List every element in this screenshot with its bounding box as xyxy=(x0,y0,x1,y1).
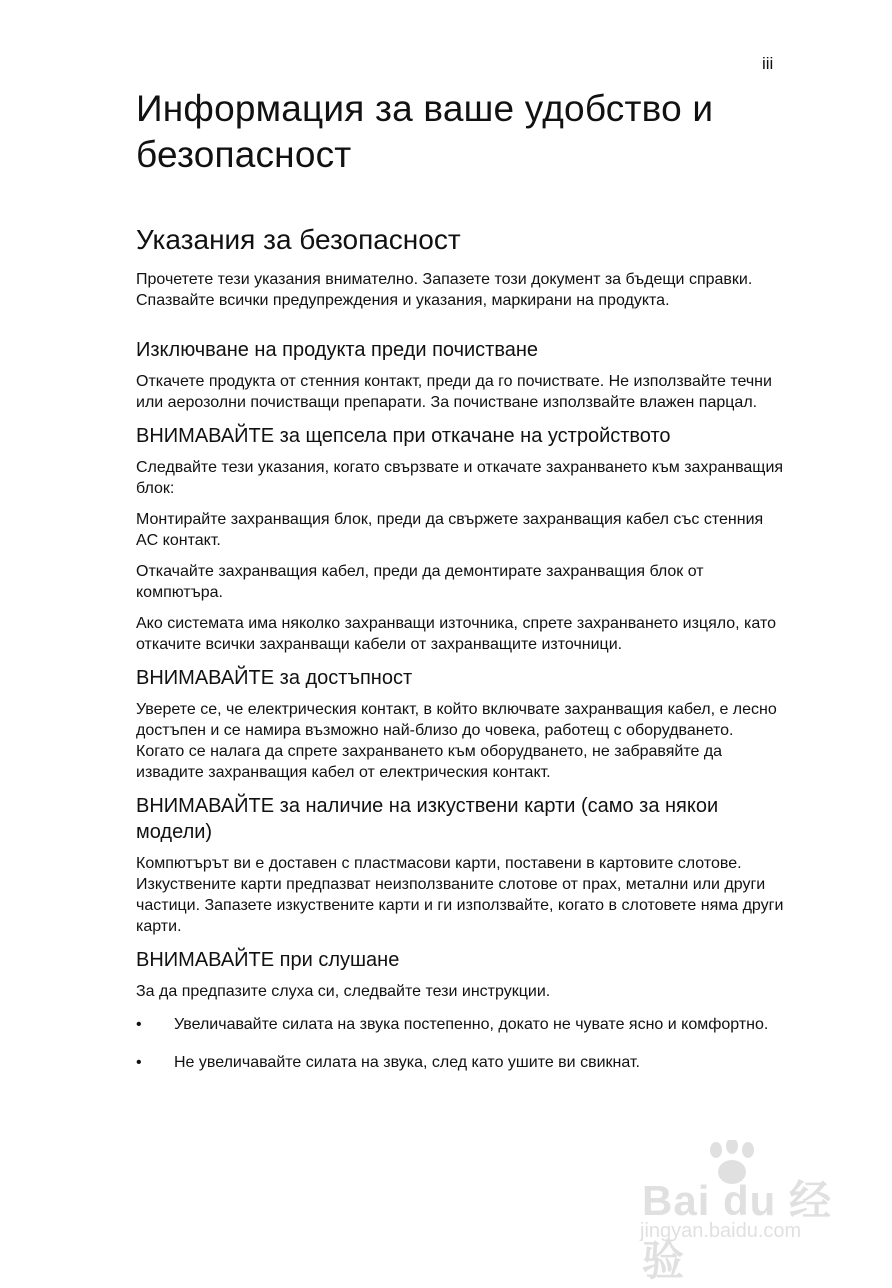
paragraph: Уверете се, че електрическия контакт, в който включвате захранващия кабел, е лесно достъпен и се намира възможно най-близо до човека, работещ с оборудването. Когато се налага да спрете захранването към оборудването, не забравяйте да извадите захранващия кабел от електрическия контакт. xyxy=(136,701,777,781)
section-title: ВНИМАВАЙТЕ при слушане xyxy=(136,949,400,971)
section-title: ВНИМАВАЙТЕ за щепсела при откачане на устройството xyxy=(136,425,671,447)
watermark-brand: Bai du 经验 xyxy=(642,1177,833,1284)
list-item xyxy=(136,1050,786,1076)
paragraph: Компютърът ви е доставен с пластмасови карти, поставени в картовите слотове. Изкуствените карти предпазват неизползваните слотове от прах, метални или други частици. Запазете изкуствените карти и ги използвайте, когато в слотовете няма други карти. xyxy=(136,855,784,935)
list-item-text: Увеличавайте силата на звука постепенно, докато не чувате ясно и комфортно. xyxy=(174,1016,769,1033)
bullet-mark: • xyxy=(136,1054,142,1071)
paragraph: Откачете продукта от стенния контакт, преди да го почиствате. Не използвайте течни или аерозолни почистващи препарати. За почистване използвайте влажен парцал. xyxy=(136,373,772,411)
paragraph: Монтирайте захранващия блок, преди да свържете захранващия кабел със стенния AC контакт. xyxy=(136,511,764,549)
paragraph: Следвайте тези указания, когато свързвате и откачате захранването към захранващия блок: xyxy=(136,459,784,497)
section-unplug xyxy=(136,337,786,413)
paragraph: Ако системата има няколко захранващи източника, спрете захранването изцяло, като откачите всички захранващи кабели от захранващите източници. xyxy=(136,615,776,653)
page-title: Информация за ваше удобство и безопасност xyxy=(136,88,714,175)
page-number: iii xyxy=(762,54,774,73)
section-title: ВНИМАВАЙТЕ за достъпност xyxy=(136,667,413,689)
section-heading: Указания за безопасност xyxy=(136,224,461,255)
list-item-text: Не увеличавайте силата на звука, след като ушите ви свикнат. xyxy=(174,1054,640,1071)
paragraph: За да предпазите слуха си, следвайте тези инструкции. xyxy=(136,983,551,1000)
watermark-url: jingyan.baidu.com xyxy=(640,1220,802,1242)
bullet-mark: • xyxy=(136,1016,142,1033)
paragraph: Откачайте захранващия кабел, преди да демонтирате захранващия блок от компютъра. xyxy=(136,563,704,601)
section-listening xyxy=(136,947,786,1076)
section-title: ВНИМАВАЙТЕ за наличие на изкуствени карти (само за някои модели) xyxy=(136,795,719,843)
watermark xyxy=(636,1140,856,1284)
bullet-list xyxy=(136,1012,786,1076)
list-item xyxy=(136,1012,786,1038)
section-dummy-cards xyxy=(136,793,786,937)
section-plug-caution xyxy=(136,423,786,655)
intro-paragraph: Прочетете тези указания внимателно. Запазете този документ за бъдещи справки. Спазвайте всички предупреждения и указания, маркирани на продукта. xyxy=(136,271,753,309)
section-accessibility xyxy=(136,665,786,783)
section-title: Изключване на продукта преди почистване xyxy=(136,339,539,361)
document-body xyxy=(136,86,786,1088)
